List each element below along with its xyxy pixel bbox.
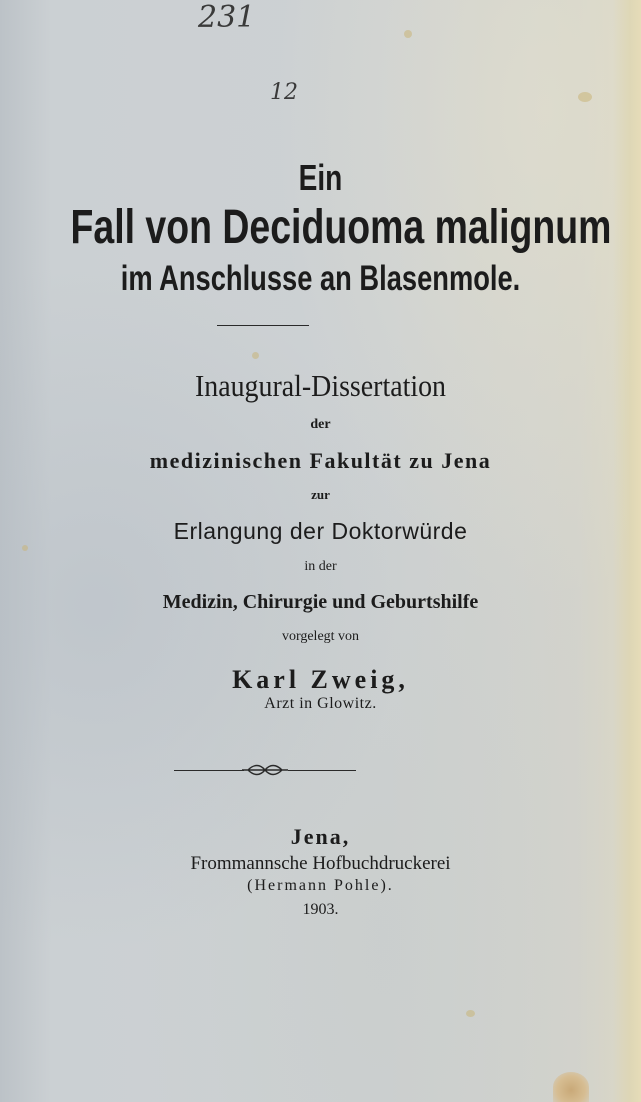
foxing-spot <box>404 30 412 38</box>
fields-line: Medizin, Chirurgie und Geburtshilfe <box>162 591 479 613</box>
title-line-2: Fall von Deciduoma malignum <box>70 201 612 254</box>
faculty-line: medizinischen Fakultät zu Jena <box>149 448 492 473</box>
foxing-spot <box>252 352 259 359</box>
ornament-rule-left <box>174 770 244 771</box>
text-zur: zur <box>311 487 330 502</box>
dissertation-heading: Inaugural-Dissertation <box>194 368 447 403</box>
pencil-number: 231 <box>198 0 256 35</box>
title-line-1: Ein <box>298 157 343 198</box>
author-role: Arzt in Glowitz. <box>264 695 377 712</box>
page-edge <box>613 0 641 1102</box>
pencil-shelf-mark: 12 <box>270 80 298 105</box>
imprint-place: Jena, <box>290 824 351 849</box>
purpose-line: Erlangung der Doktorwürde <box>173 518 468 544</box>
imprint-printer: Frommannsche Hofbuchdruckerei <box>190 853 451 874</box>
imprint-year: 1903. <box>302 901 339 918</box>
imprint-owner: (Hermann Pohle). <box>247 877 394 894</box>
presented-by: vorgelegt von <box>281 629 360 644</box>
text-in-der: in der <box>304 559 337 574</box>
author-name: Karl Zweig, <box>232 665 409 694</box>
separator-rule <box>217 325 309 326</box>
paper-stain <box>553 1072 589 1102</box>
ornament-icon <box>240 762 290 778</box>
foxing-spot <box>578 92 592 102</box>
foxing-spot <box>466 1010 475 1017</box>
title-line-3: im Anschlusse an Blasenmole. <box>120 259 521 298</box>
ornament-rule-right <box>288 770 356 771</box>
text-der: der <box>310 417 331 432</box>
